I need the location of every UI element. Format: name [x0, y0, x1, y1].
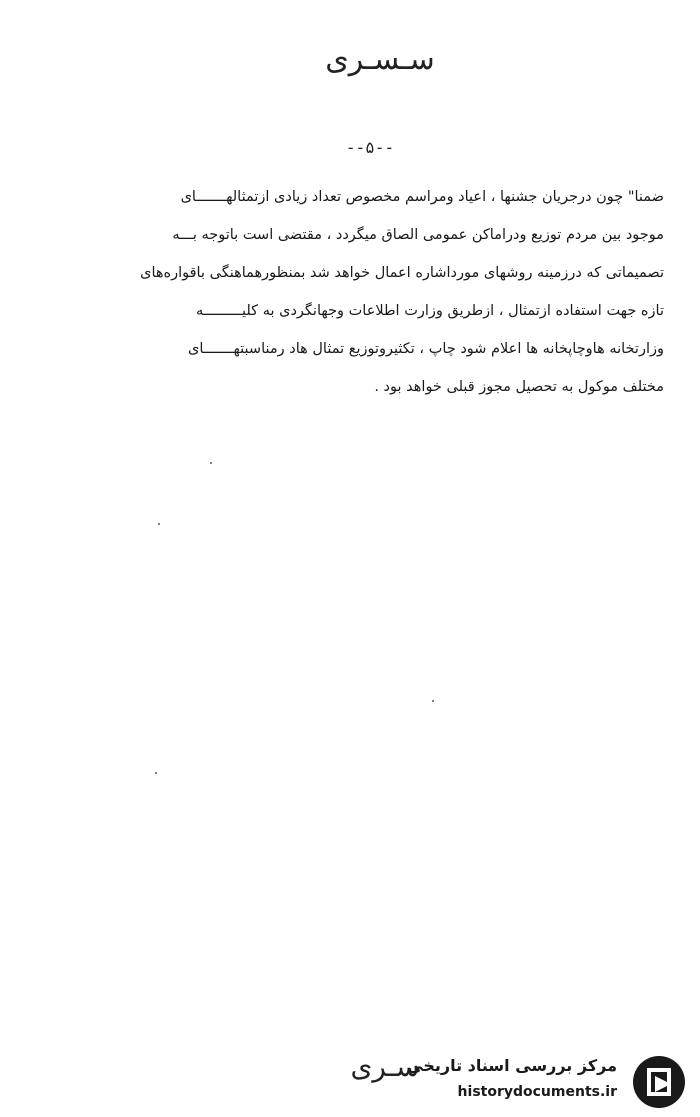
scan-speck [155, 772, 157, 774]
scan-speck [158, 523, 160, 525]
body-line: تازه جهت استفاده ازتمثال ، ازطریق وزارت اطلاعات وجهانگردی به کلیـــــــــه [196, 303, 664, 319]
body-line: تصمیماتی که درزمینه روشهای مورداشاره اعمال خواهد شد بمنظورهماهنگی باقواره‌های [140, 265, 664, 281]
body-line: ضمنا" چون درجریان جشنها ، اعیاد ومراسم مخصوص تعداد زیادی ازتمثالهـــــــای [180, 189, 664, 205]
body-line: موجود بین مردم توزیع ودراماکن عمومی الصاق میگردد ، مقتضی است باتوجه بـــه [172, 227, 664, 243]
scan-speck [432, 700, 434, 702]
document-body [44, 178, 664, 406]
page-number: --۵-- [345, 138, 395, 157]
classification-stamp-top: سـسـرى [325, 42, 435, 77]
archive-logo-icon [631, 1054, 687, 1110]
classification-stamp-bottom: سـرى [350, 1050, 420, 1083]
body-line: وزارتخانه هاوچاپخانه ها اعلام شود چاپ ، تکثیروتوزیع تمثال هاد رمناسبتهـــــــای [187, 341, 664, 357]
scan-speck [210, 462, 212, 464]
watermark-url: historydocuments.ir [457, 1084, 617, 1100]
archive-watermark [407, 1052, 695, 1110]
body-line: مختلف موکول به تحصیل مجوز قبلی خواهد بود . [374, 379, 664, 395]
watermark-title: مرکز بررسی اسناد تاریخی [407, 1056, 617, 1075]
